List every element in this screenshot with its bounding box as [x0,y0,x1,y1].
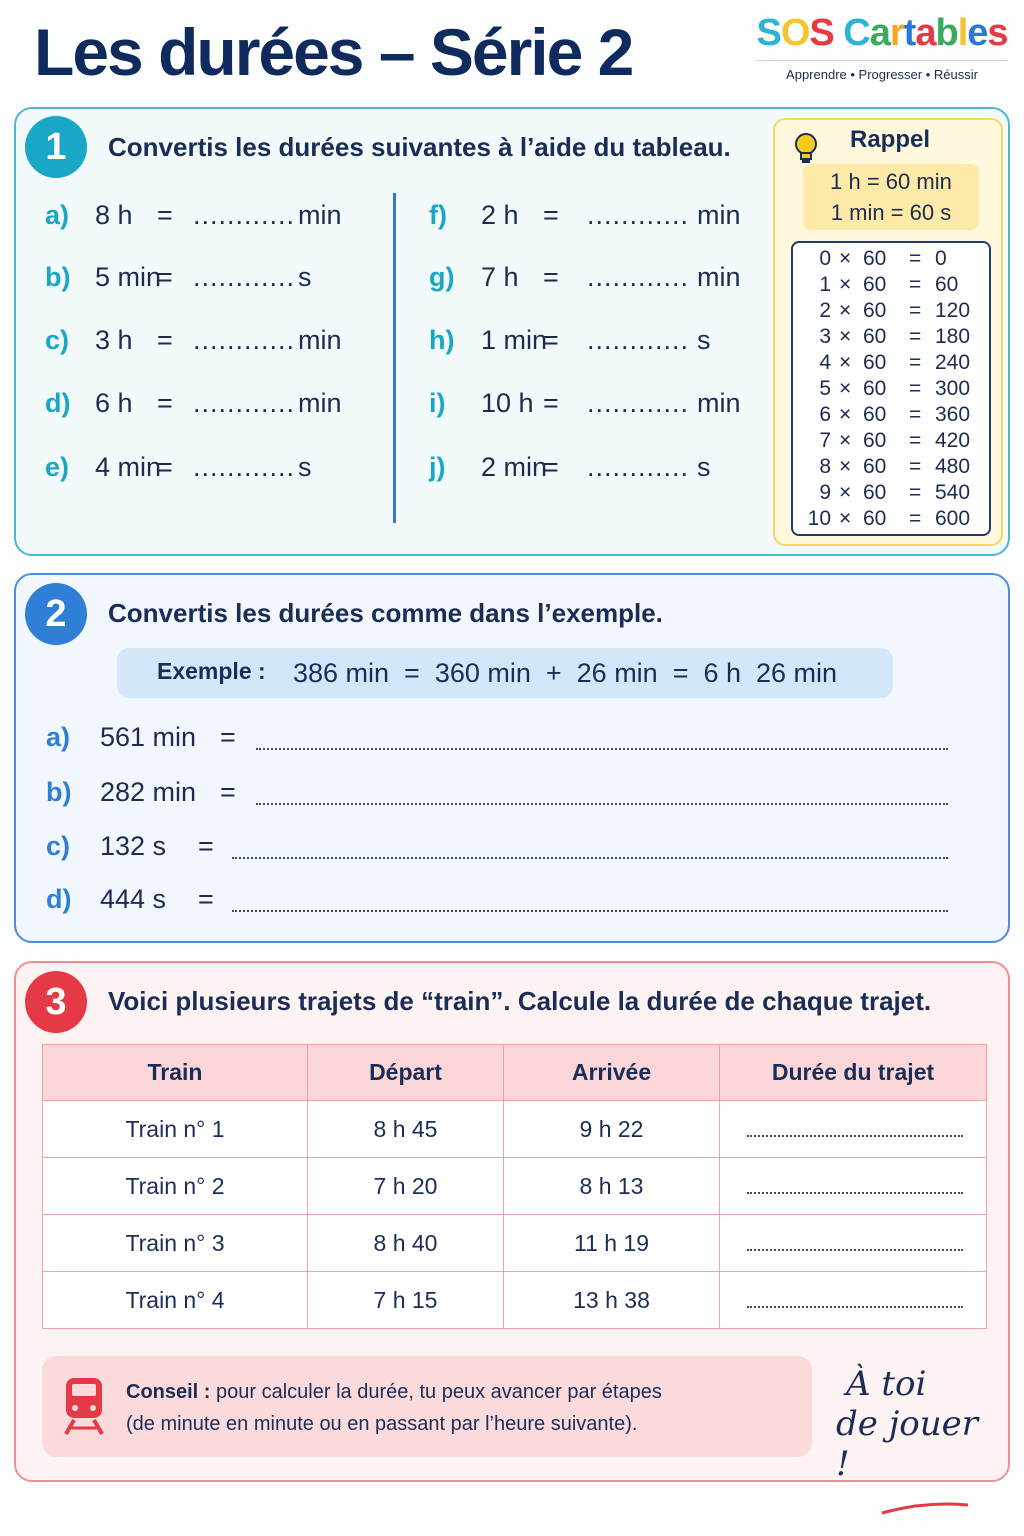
cell-duree[interactable] [720,1158,987,1215]
multiplication-row [793,481,989,507]
factor: 2 [819,299,831,322]
answer-line[interactable] [747,1306,963,1308]
cell-arrivee: 9 h 22 [504,1101,720,1158]
page-title: Les durées – Série 2 [34,15,633,89]
exercise-3-number: 3 [25,971,87,1033]
item-eq: = [543,200,559,230]
table-row [43,1215,987,1272]
multiplier: 60 [863,429,887,452]
exercise-2-title: Convertis les durées comme dans l’exemple. [108,598,663,628]
product: 360 [935,403,971,426]
logo-letter: s [987,12,1008,54]
multiplication-table [791,241,991,536]
item-letter: c) [45,325,70,355]
logo [756,10,1008,82]
item-dots[interactable]: ............ [193,262,296,292]
item-letter: g) [429,262,455,292]
factor: 8 [819,455,831,478]
answer-line[interactable] [232,857,948,859]
item-value: 10 h [481,388,534,418]
item-value: 282 min [100,777,197,807]
table-row [43,1272,987,1329]
item-eq: = [220,722,236,752]
item-eq: = [157,325,173,355]
conseil-text [126,1376,806,1440]
multiplication-row [793,247,989,273]
item-eq: = [543,262,559,292]
multiplier: 60 [863,325,887,348]
item-value: 3 h [95,325,133,355]
cell-train: Train n° 4 [43,1272,308,1329]
item-eq: = [198,884,214,914]
logo-letter: e [967,12,988,54]
equals-sign: = [909,429,922,452]
multiplication-row [793,455,989,481]
conseil-sentence-1: pour calculer la durée, tu peux avancer par étapes [210,1381,662,1403]
item-dots[interactable]: ............ [193,325,296,355]
cell-depart: 7 h 20 [308,1158,504,1215]
cell-arrivee: 8 h 13 [504,1158,720,1215]
item-dots[interactable]: ............ [587,452,690,482]
multiplication-row [793,299,989,325]
equals-sign: = [909,325,922,348]
item-unit: min [298,200,342,230]
logo-letter: S [809,12,844,54]
cell-duree[interactable] [720,1272,987,1329]
item-letter: f) [429,200,447,230]
item-unit: min [697,200,741,230]
exercise-1-title: Convertis les durées suivantes à l’aide du tableau. [108,132,731,162]
conversion-item [46,777,956,811]
cell-depart: 7 h 15 [308,1272,504,1329]
times-sign: × [839,455,852,478]
cell-depart: 8 h 40 [308,1215,504,1272]
item-letter: j) [429,452,446,482]
item-unit: min [697,388,741,418]
exercise-1-number: 1 [25,116,87,178]
conseil-sentence-2: (de minute en minute ou en passant par l’heure suivante). [126,1413,638,1435]
product: 120 [935,299,971,322]
item-value: 2 h [481,200,519,230]
factor: 5 [819,377,831,400]
item-unit: s [697,452,711,482]
item-eq: = [543,325,559,355]
multiplier: 60 [863,247,887,270]
times-sign: × [839,351,852,374]
item-dots[interactable]: ............ [193,388,296,418]
conversion-item [46,884,956,918]
answer-line[interactable] [232,910,948,912]
item-letter: b) [45,262,71,292]
logo-letter: C [843,12,870,54]
item-letter: a) [45,200,70,230]
item-eq: = [157,452,173,482]
item-letter: h) [429,325,455,355]
times-sign: × [839,299,852,322]
item-dots[interactable]: ............ [587,325,690,355]
item-letter: i) [429,388,446,418]
item-letter: e) [45,452,70,482]
answer-line[interactable] [747,1249,963,1251]
logo-letter: a [915,12,936,54]
a-toi-line-2: de jouer ! [836,1404,978,1484]
equals-sign: = [909,273,922,296]
factor: 10 [807,507,831,530]
item-value: 2 min [481,452,548,482]
item-value: 444 s [100,884,167,914]
factor: 1 [819,273,831,296]
product: 600 [935,507,971,530]
cell-train: Train n° 1 [43,1101,308,1158]
equals-sign: = [909,455,922,478]
answer-line[interactable] [747,1192,963,1194]
multiplication-row [793,403,989,429]
times-sign: × [839,325,852,348]
product: 240 [935,351,971,374]
item-letter: d) [45,388,71,418]
multiplication-row [793,507,989,533]
conversion-item [46,722,956,756]
train-icon [60,1374,108,1438]
item-unit: s [298,262,312,292]
cell-depart: 8 h 45 [308,1101,504,1158]
item-dots[interactable]: ............ [193,452,296,482]
cell-train: Train n° 3 [43,1215,308,1272]
item-value: 8 h [95,200,133,230]
example-text: 386 min = 360 min + 26 min = 6 h 26 min [293,658,838,688]
item-letter: c) [46,831,71,861]
example-label: Exemple : [157,658,266,684]
multiplication-row [793,325,989,351]
logo-text [756,10,1008,56]
table-header-row [43,1045,987,1101]
multiplication-row [793,351,989,377]
cell-arrivee: 11 h 19 [504,1215,720,1272]
rappel-box [773,118,1003,546]
multiplier: 60 [863,403,887,426]
exercise-2-number: 2 [25,583,87,645]
times-sign: × [839,377,852,400]
item-dots[interactable]: ............ [587,262,690,292]
factor: 6 [819,403,831,426]
table-row [43,1101,987,1158]
item-letter: d) [46,884,72,914]
equals-sign: = [909,351,922,374]
equals-sign: = [909,507,922,530]
equals-sign: = [909,247,922,270]
logo-letter: r [889,12,904,54]
exercise-3-title: Voici plusieurs trajets de “train”. Calcule la durée de chaque trajet. [108,986,932,1016]
column-header-duree: Durée du trajet [720,1045,987,1101]
equals-sign: = [909,377,922,400]
factor: 9 [819,481,831,504]
table-row [43,1158,987,1215]
factor: 7 [819,429,831,452]
item-unit: s [697,325,711,355]
conversion-item [46,831,956,865]
item-value: 7 h [481,262,519,292]
answer-line[interactable] [256,803,948,805]
times-sign: × [839,507,852,530]
answer-line[interactable] [256,748,948,750]
times-sign: × [839,429,852,452]
item-unit: min [298,388,342,418]
answer-line[interactable] [747,1135,963,1137]
cell-duree[interactable] [720,1215,987,1272]
item-eq: = [543,452,559,482]
item-unit: min [697,262,741,292]
product: 420 [935,429,971,452]
logo-letter: a [869,12,890,54]
column-header-depart: Départ [308,1045,504,1101]
column-header-arrivee: Arrivée [504,1045,720,1101]
factor: 4 [819,351,831,374]
times-sign: × [839,247,852,270]
item-eq: = [157,388,173,418]
logo-letter: l [957,12,968,54]
multiplier: 60 [863,273,887,296]
times-sign: × [839,481,852,504]
multiplication-row [793,377,989,403]
item-value: 5 min [95,262,162,292]
item-value: 6 h [95,388,133,418]
multiplier: 60 [863,351,887,374]
cell-duree[interactable] [720,1101,987,1158]
underline-swoosh [880,1501,970,1515]
multiplier: 60 [863,455,887,478]
product: 0 [935,247,947,270]
item-unit: s [298,452,312,482]
logo-letter: b [935,12,958,54]
item-letter: b) [46,777,72,807]
rappel-title: Rappel [849,126,930,153]
column-divider [393,193,396,523]
equals-sign: = [909,403,922,426]
multiplier: 60 [863,299,887,322]
equals-sign: = [909,299,922,322]
logo-tagline: Apprendre • Progresser • Réussir [756,60,1008,82]
logo-letter: t [903,12,916,54]
item-eq: = [220,777,236,807]
rappel-minute-eq: 1 min = 60 s [830,200,952,225]
item-value: 561 min [100,722,197,752]
item-letter: a) [46,722,71,752]
product: 180 [935,325,971,348]
column-header-train: Train [43,1045,308,1101]
a-toi-de-jouer [836,1364,996,1524]
factor: 3 [819,325,831,348]
multiplication-row [793,429,989,455]
multiplication-row [793,273,989,299]
product: 60 [935,273,959,296]
item-eq: = [198,831,214,861]
factor: 0 [819,247,831,270]
a-toi-line-1: À toi [846,1364,927,1404]
item-dots[interactable]: ............ [587,388,690,418]
cell-arrivee: 13 h 38 [504,1272,720,1329]
rappel-equivalences [803,164,979,230]
logo-letter: O [780,12,810,54]
item-eq: = [157,262,173,292]
example-bar [117,648,893,698]
multiplier: 60 [863,507,887,530]
logo-letter: S [756,12,781,54]
times-sign: × [839,403,852,426]
multiplier: 60 [863,481,887,504]
multiplier: 60 [863,377,887,400]
product: 480 [935,455,971,478]
cell-train: Train n° 2 [43,1158,308,1215]
product: 540 [935,481,971,504]
equals-sign: = [909,481,922,504]
rappel-hour-eq: 1 h = 60 min [830,169,952,194]
item-value: 132 s [100,831,167,861]
item-dots[interactable]: ............ [587,200,690,230]
train-table [42,1044,987,1329]
item-dots[interactable]: ............ [193,200,296,230]
item-unit: min [298,325,342,355]
item-value: 4 min [95,452,162,482]
item-eq: = [157,200,173,230]
conseil-label: Conseil : [126,1381,211,1403]
item-value: 1 min [481,325,548,355]
times-sign: × [839,273,852,296]
conseil-box [42,1356,812,1457]
product: 300 [935,377,971,400]
item-eq: = [543,388,559,418]
